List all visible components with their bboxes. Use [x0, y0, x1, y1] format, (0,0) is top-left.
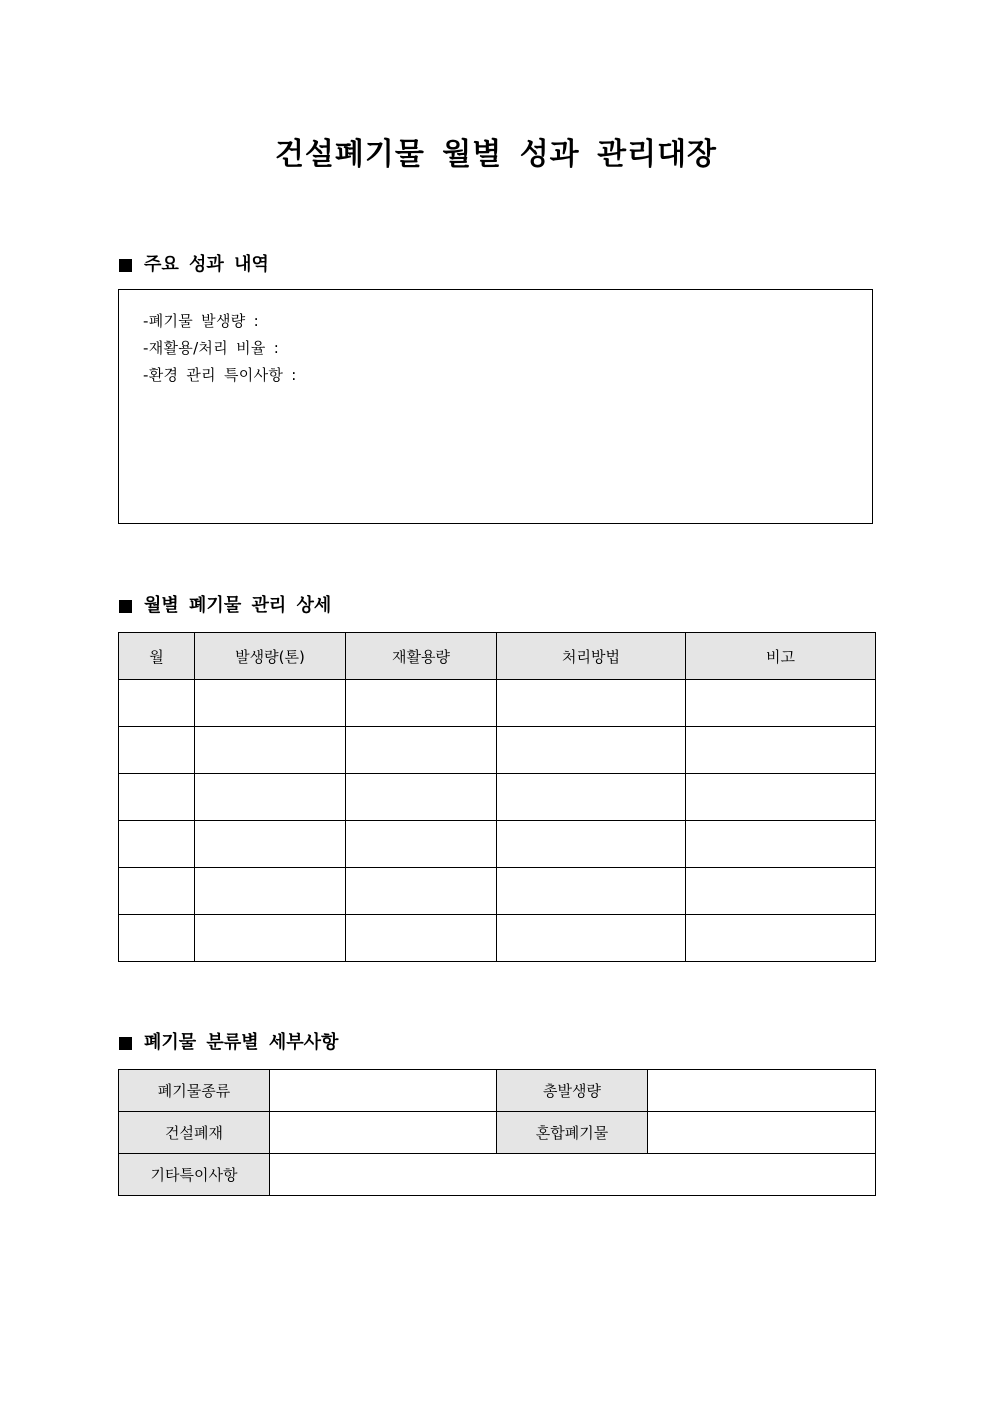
- table-row: [119, 680, 876, 727]
- cell-method[interactable]: [497, 821, 686, 868]
- cell-recycled[interactable]: [346, 680, 497, 727]
- column-header-remarks: 비고: [686, 633, 876, 680]
- cell-method[interactable]: [497, 727, 686, 774]
- cell-month[interactable]: [119, 868, 195, 915]
- cell-remarks[interactable]: [686, 774, 876, 821]
- table-row: [119, 1154, 876, 1196]
- section-heading-category: [119, 1031, 338, 1055]
- cell-month[interactable]: [119, 915, 195, 962]
- cell-recycled[interactable]: [346, 868, 497, 915]
- cell-recycled[interactable]: [346, 915, 497, 962]
- table-row: [119, 727, 876, 774]
- section-heading-label: 폐기물 분류별 세부사항: [144, 1032, 339, 1053]
- black-square-bullet-icon: [119, 259, 132, 272]
- cell-remarks[interactable]: [686, 915, 876, 962]
- summary-line-recycle-ratio: -재활용/처리 비율 :: [143, 339, 280, 357]
- value-mixed-waste[interactable]: [648, 1112, 876, 1154]
- cell-month[interactable]: [119, 727, 195, 774]
- section-heading-label: 주요 성과 내역: [144, 254, 269, 275]
- table-row: [119, 821, 876, 868]
- value-construction-waste[interactable]: [270, 1112, 497, 1154]
- column-header-month: 월: [119, 633, 195, 680]
- cell-month[interactable]: [119, 774, 195, 821]
- label-total-generated: 총발생량: [497, 1070, 648, 1112]
- value-other-notes[interactable]: [270, 1154, 876, 1196]
- value-total-generated[interactable]: [648, 1070, 876, 1112]
- cell-remarks[interactable]: [686, 868, 876, 915]
- cell-generated[interactable]: [195, 821, 346, 868]
- label-waste-type: 폐기물종류: [119, 1070, 270, 1112]
- page-title: 건설폐기물 월별 성과 관리대장: [274, 137, 718, 172]
- column-header-generated-tons: 발생량(톤): [195, 633, 346, 680]
- table-row: [119, 915, 876, 962]
- cell-method[interactable]: [497, 774, 686, 821]
- cell-generated[interactable]: [195, 727, 346, 774]
- table-row: [119, 1070, 876, 1112]
- waste-category-table: [118, 1069, 876, 1196]
- section-heading-monthly: [119, 594, 331, 618]
- black-square-bullet-icon: [119, 600, 132, 613]
- cell-remarks[interactable]: [686, 821, 876, 868]
- cell-generated[interactable]: [195, 915, 346, 962]
- cell-generated[interactable]: [195, 774, 346, 821]
- cell-recycled[interactable]: [346, 774, 497, 821]
- summary-line-waste-generated: -폐기물 발생량 :: [143, 312, 259, 330]
- cell-method[interactable]: [497, 868, 686, 915]
- table-row: [119, 868, 876, 915]
- label-mixed-waste: 혼합폐기물: [497, 1112, 648, 1154]
- cell-recycled[interactable]: [346, 727, 497, 774]
- summary-box[interactable]: [118, 289, 873, 524]
- cell-method[interactable]: [497, 915, 686, 962]
- section-heading-summary: [119, 253, 269, 277]
- cell-generated[interactable]: [195, 680, 346, 727]
- cell-remarks[interactable]: [686, 727, 876, 774]
- black-square-bullet-icon: [119, 1037, 132, 1050]
- table-row: [119, 774, 876, 821]
- column-header-recycled-amount: 재활용량: [346, 633, 497, 680]
- cell-remarks[interactable]: [686, 680, 876, 727]
- table-header-row: [119, 633, 876, 680]
- label-other-notes: 기타특이사항: [119, 1154, 270, 1196]
- cell-recycled[interactable]: [346, 821, 497, 868]
- section-heading-label: 월별 폐기물 관리 상세: [144, 595, 332, 616]
- label-construction-waste: 건설폐재: [119, 1112, 270, 1154]
- table-row: [119, 1112, 876, 1154]
- cell-generated[interactable]: [195, 868, 346, 915]
- cell-method[interactable]: [497, 680, 686, 727]
- value-waste-type[interactable]: [270, 1070, 497, 1112]
- cell-month[interactable]: [119, 821, 195, 868]
- monthly-waste-table: [118, 632, 876, 962]
- column-header-treatment-method: 처리방법: [497, 633, 686, 680]
- summary-line-env-notes: -환경 관리 특이사항 :: [143, 366, 297, 384]
- cell-month[interactable]: [119, 680, 195, 727]
